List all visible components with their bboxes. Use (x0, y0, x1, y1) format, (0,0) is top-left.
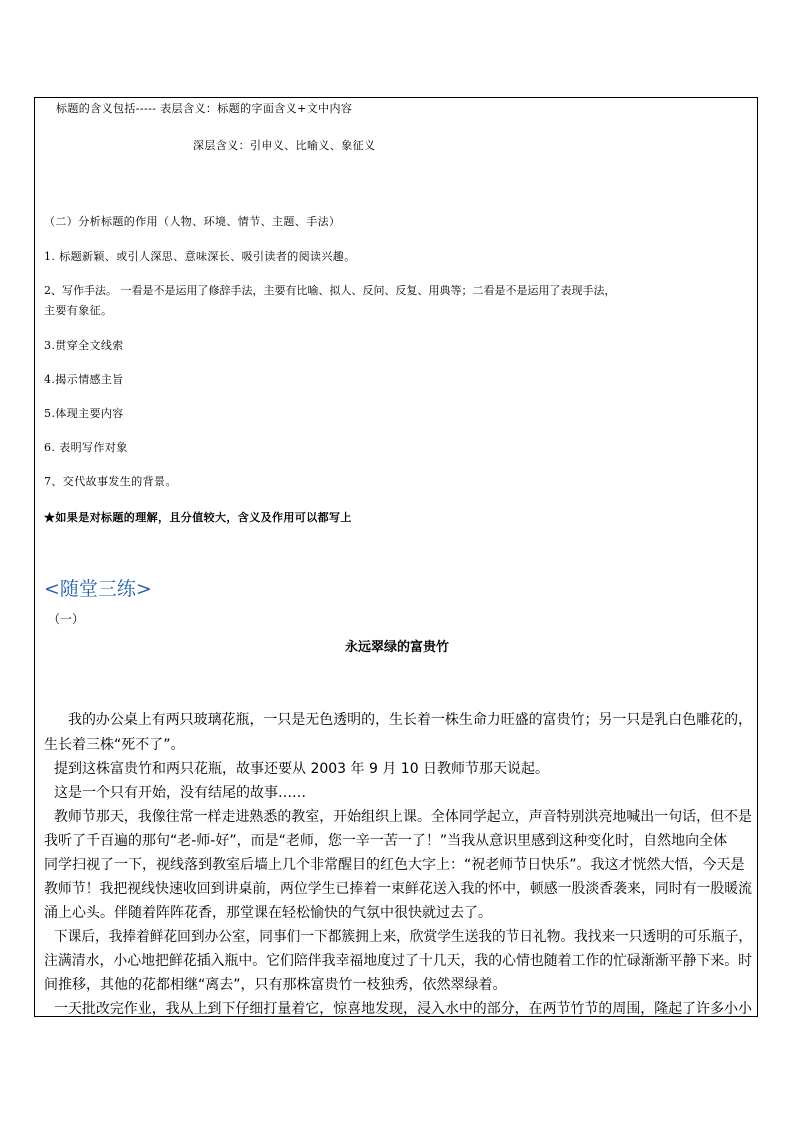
function-heading: （二）分析标题的作用（人物、环境、情节、主题、手法） (44, 215, 341, 228)
title-meaning-line: 标题的含义包括----- 表层含义：标题的字面含义+文中内容 (56, 102, 353, 115)
practice-heading: <随堂三练> (44, 578, 152, 600)
article-line: 注满清水，小心地把鲜花插入瓶中。它们陪伴我幸福地度过了十几天，我的心情也随着工作的忙碌渐渐平静下来。时 (44, 953, 753, 969)
article-line: 提到这株富贵竹和两只花瓶，故事还要从 2003 年 9 月 10 日教师节那天说起。 (54, 761, 550, 777)
function-item-3: 3.贯穿全文线索 (44, 339, 124, 352)
article-line: 我听了千百遍的那句“老-师-好”，而是“老师，您一辛一苦一了！”当我从意识里感到这种变化时，自然地向全体 (44, 833, 728, 849)
star-note: ★如果是对标题的理解，且分值较大，含义及作用可以都写上 (44, 511, 352, 524)
article-line: 这是一个只有开始，没有结尾的故事…… (54, 785, 306, 801)
article-line: 我的办公桌上有两只玻璃花瓶，一只是无色透明的，生长着一株生命力旺盛的富贵竹；另一只是乳白色雕花的， (68, 712, 753, 728)
deep-meaning-line: 深层含义：引申义、比喻义、象征义 (193, 139, 376, 152)
function-item-4: 4.揭示情感主旨 (44, 373, 124, 386)
function-item-7: 7、交代故事发生的背景。 (44, 475, 177, 488)
function-item-2-cont: 主要有象征。 (44, 304, 113, 317)
function-item-1: 1. 标题新颖、或引人深思、意味深长、吸引读者的阅读兴趣。 (44, 250, 356, 263)
article-line: 教师节那天，我像往常一样走进熟悉的教室，开始组织上课。全体同学起立，声音特别洪亮地喊出一句话，但不是 (54, 809, 752, 825)
function-item-6: 6. 表明写作对象 (44, 441, 128, 454)
article-line: 间推移，其他的花都相继“离去”，只有那株富贵竹一枝独秀，依然翠绿着。 (44, 977, 507, 993)
article-line: 涌上心头。伴随着阵阵花香，那堂课在轻松愉快的气氛中很快就过去了。 (44, 905, 492, 921)
article-line: 下课后，我捧着鲜花回到办公室，同事们一下都簇拥上来，欣赏学生送我的节日礼物。我找来一只透明的可乐瓶子， (54, 929, 753, 945)
function-item-2: 2、写作手法。 一看是不是运用了修辞手法，主要有比喻、拟人、反问、反复、用典等；二看是不是运用了表现手法， (44, 284, 616, 297)
article-line: 同学扫视了一下，视线落到教室后墙上几个非常醒目的红色大字上：“祝老师节日快乐”。我这才恍然大悟，今天是 (44, 857, 745, 873)
practice-part-label: （一） (48, 612, 85, 626)
article-line: 一天批改完作业，我从上到下仔细打量着它，惊喜地发现，浸入水中的部分，在两节竹节的周围，隆起了许多小小 (54, 1001, 752, 1017)
article-line: 教师节！我把视线快速收回到讲桌前，两位学生已捧着一束鲜花送入我的怀中，顿感一股淡香袭来，同时有一股暖流 (44, 881, 753, 897)
article-title: 永远翠绿的富贵竹 (344, 640, 449, 655)
article-line: 生长着三株“死不了”。 (44, 737, 185, 753)
function-item-5: 5.体现主要内容 (44, 407, 124, 420)
